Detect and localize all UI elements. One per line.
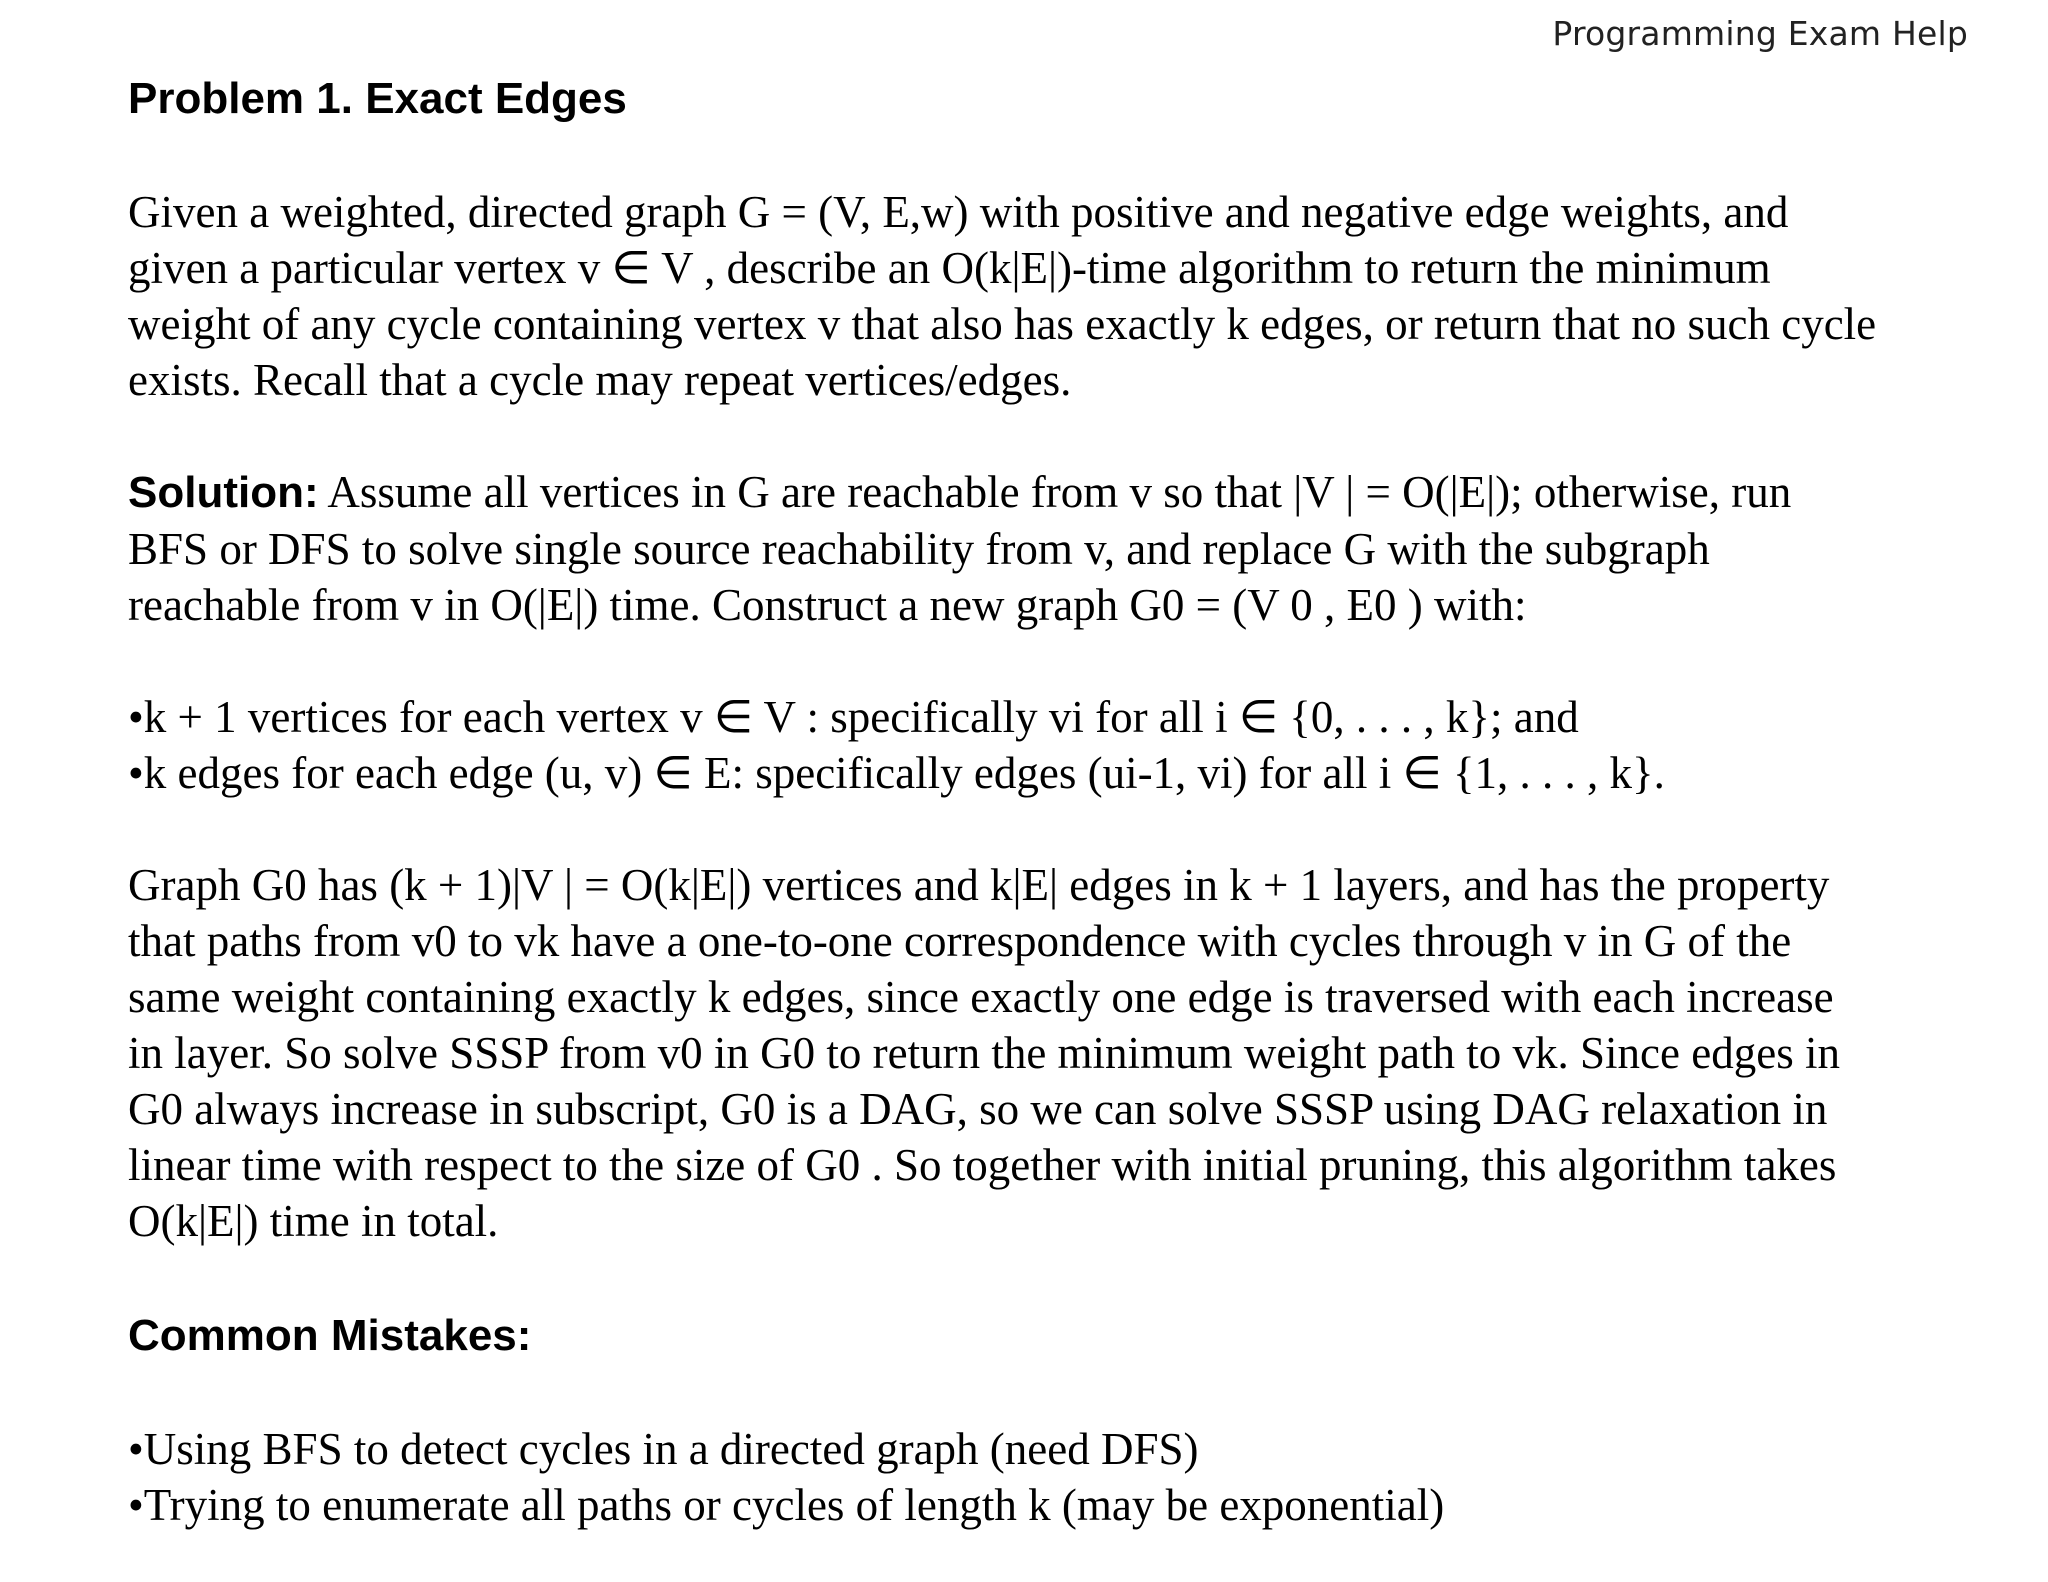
document-body [128,68,1968,1533]
solution-label: Solution: [128,468,319,517]
mistakes-list [128,1421,1968,1533]
solution-intro-paragraph [128,464,1968,633]
list-item: • k edges for each edge (u, v) ∈ E: specifically edges (ui-1, vi) for all i ∈ {1, . . . , k}. [128,745,1968,801]
solution-body: Graph G0 has (k + 1)|V | = O(k|E|) vertices and k|E| edges in k + 1 layers, and has the property that paths from v0 to vk have a one-to-one correspondence with cycles through v in G of the same weight containing exactly k edges, since exactly one edge is traversed with each increase in layer. So solve SSSP from v0 in G0 to return the minimum weight path to vk. Since edges in G0 always increase in subscript, G0 is a DAG, so we can solve SSSP using DAG relaxation in linear time with respect to the size of G0 . So together with initial pruning, this algorithm takes O(k|E|) time in total. [128,860,1840,1246]
mistakes-title: Common Mistakes: [128,1311,532,1360]
problem-title: Problem 1. Exact Edges [128,74,627,123]
solution-intro-text: Assume all vertices in G are reachable from v so that |V | = O(|E|); otherwise, run BFS or DFS to solve single source reachability from v, and replace G with the subgraph reachable from v in O(|E|) time. Construct a new graph G0 = (V 0 , E0 ) with: [128,467,1792,630]
list-item: • Trying to enumerate all paths or cycles of length k (may be exponential) [128,1477,1968,1533]
construction-list [128,689,1968,801]
list-item: • Using BFS to detect cycles in a directed graph (need DFS) [128,1421,1968,1477]
watermark: Programming Exam Help [1552,14,1968,53]
list-item: • k + 1 vertices for each vertex v ∈ V : specifically vi for all i ∈ {0, . . . , k}; and [128,689,1968,745]
problem-statement: Given a weighted, directed graph G = (V, E,w) with positive and negative edge weights, and given a particular vertex v ∈ V , describe an O(k|E|)-time algorithm to return the minimum weight of any cycle containing vertex v that also has exactly k edges, or return that no such cycle exists. Recall that a cycle may repeat vertices/edges. [128,187,1877,405]
